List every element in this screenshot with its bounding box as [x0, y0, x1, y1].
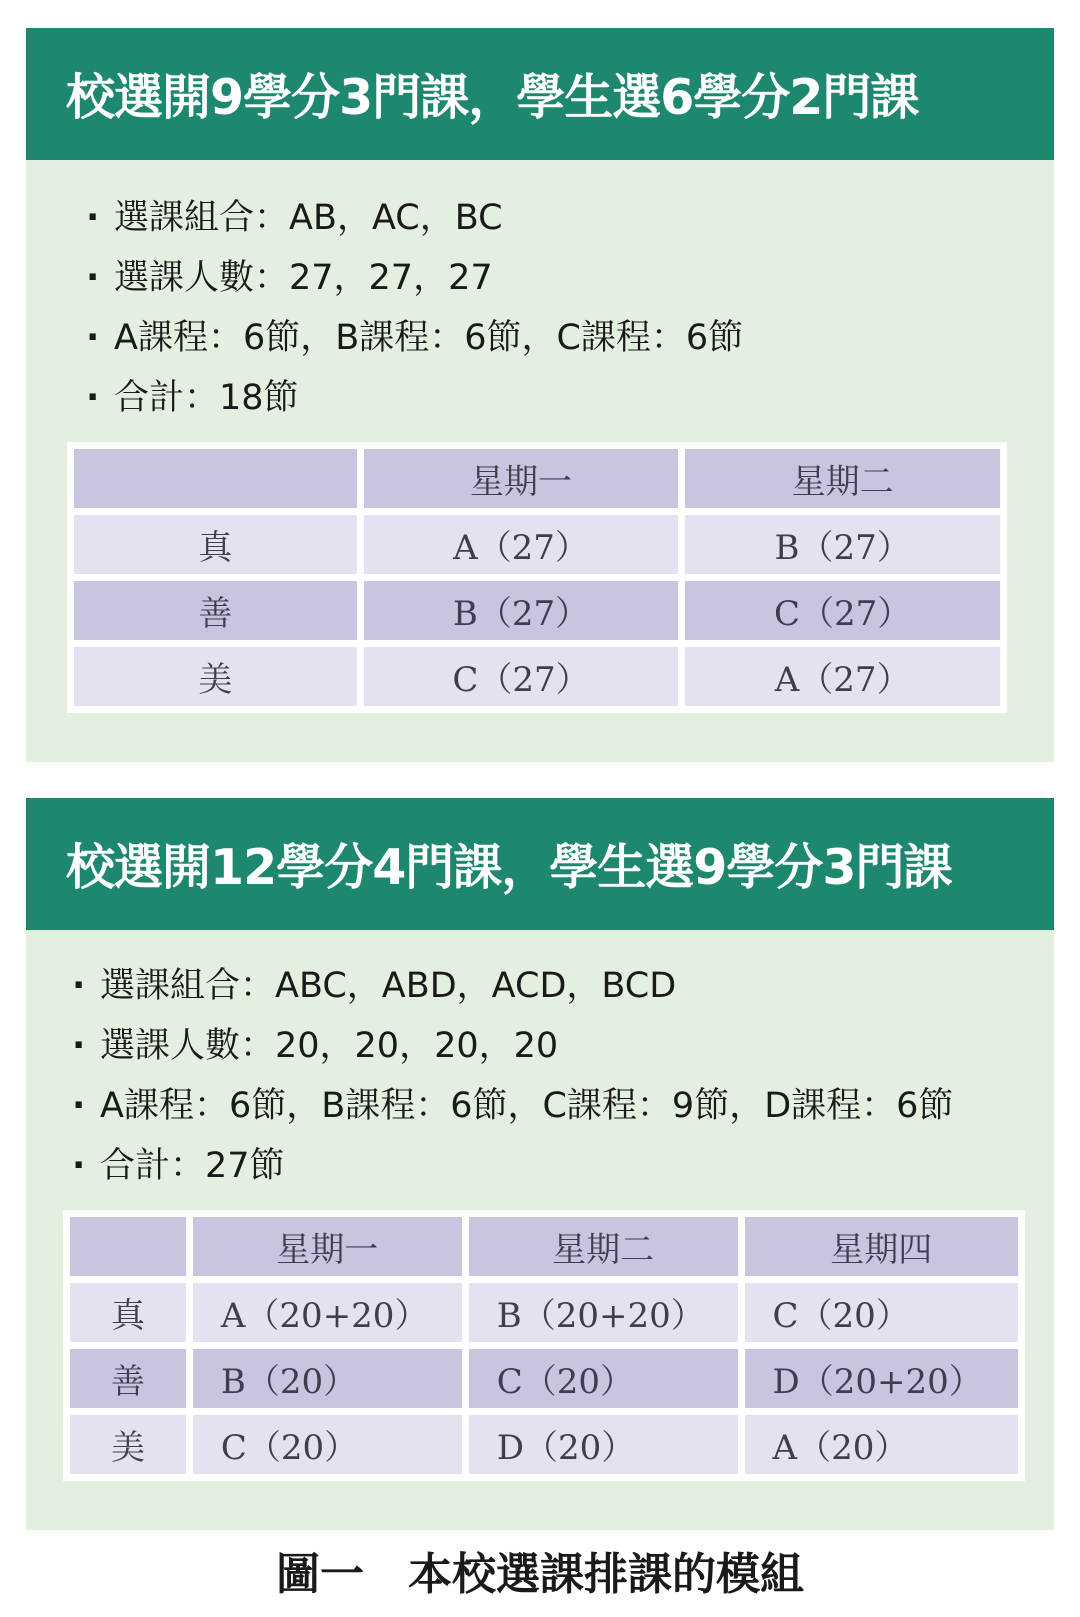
model-2-combinations: · 選課組合：ABC，ABD，ACD，BCD [72, 956, 953, 1016]
table-row [74, 515, 1000, 574]
row-label-zhen: 真 [70, 1283, 186, 1342]
table-cell: B（20+20） [469, 1283, 738, 1342]
table-cell: C（20） [193, 1415, 462, 1474]
header-corner-cell [70, 1217, 186, 1276]
model-2-total: · 合計：27節 [72, 1136, 953, 1196]
table-row [74, 581, 1000, 640]
header-thursday: 星期四 [745, 1217, 1018, 1276]
model-2-schedule-table [63, 1210, 1025, 1481]
row-label-shan: 善 [74, 581, 357, 640]
model-1-total: · 合計：18節 [86, 368, 743, 428]
row-label-zhen: 真 [74, 515, 357, 574]
table-cell: A（20） [745, 1415, 1018, 1474]
table-row [74, 647, 1000, 706]
table-cell: B（27） [364, 581, 679, 640]
header-corner-cell [74, 449, 357, 508]
table-cell: D（20+20） [745, 1349, 1018, 1408]
header-monday: 星期一 [193, 1217, 462, 1276]
table-row [70, 1283, 1018, 1342]
model-1-title: 校選開9學分3門課，學生選6學分2門課 [26, 28, 1054, 160]
model-1-course-periods: · A課程：6節，B課程：6節，C課程：6節 [86, 308, 743, 368]
figure-caption: 圖一 本校選課排課的模組 [276, 1549, 804, 1600]
model-2-enrollment: · 選課人數：20，20，20，20 [72, 1016, 953, 1076]
table-row [70, 1415, 1018, 1474]
table-cell: C（20） [469, 1349, 738, 1408]
row-label-mei: 美 [74, 647, 357, 706]
model-1-schedule-table [67, 442, 1007, 713]
model-2-info-list [72, 956, 953, 1196]
model-1-enrollment: · 選課人數：27，27，27 [86, 248, 743, 308]
table-cell: A（20+20） [193, 1283, 462, 1342]
table-header-row [70, 1217, 1018, 1276]
row-label-mei: 美 [70, 1415, 186, 1474]
table-header-row [74, 449, 1000, 508]
table-cell: B（20） [193, 1349, 462, 1408]
table-cell: C（20） [745, 1283, 1018, 1342]
header-tuesday: 星期二 [685, 449, 1000, 508]
model-1-combinations: · 選課組合：AB，AC，BC [86, 188, 743, 248]
table-cell: C（27） [685, 581, 1000, 640]
row-label-shan: 善 [70, 1349, 186, 1408]
table-cell: D（20） [469, 1415, 738, 1474]
table-cell: A（27） [364, 515, 679, 574]
model-1-info-list [86, 188, 743, 428]
model-panel-1 [26, 28, 1054, 762]
table-cell: B（27） [685, 515, 1000, 574]
model-2-course-periods: · A課程：6節，B課程：6節，C課程：9節，D課程：6節 [72, 1076, 953, 1136]
table-cell: A（27） [685, 647, 1000, 706]
model-2-title: 校選開12學分4門課，學生選9學分3門課 [26, 798, 1054, 930]
header-monday: 星期一 [364, 449, 679, 508]
table-cell: C（27） [364, 647, 679, 706]
table-row [70, 1349, 1018, 1408]
header-tuesday: 星期二 [469, 1217, 738, 1276]
model-panel-2 [26, 798, 1054, 1530]
